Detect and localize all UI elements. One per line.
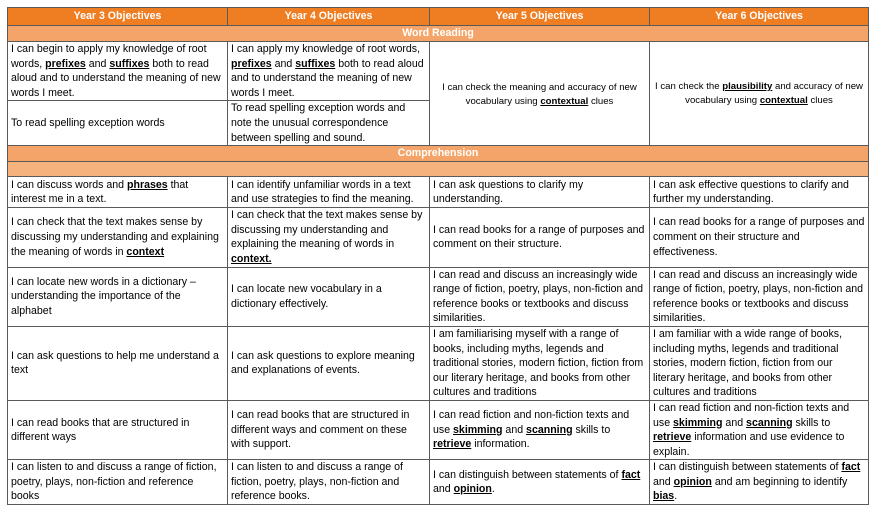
header-year-3: Year 3 Objectives (8, 8, 228, 26)
cell-y6-comprehension-6: I can distinguish between statements of fact and opinion and am beginning to identify bias. (650, 460, 869, 505)
cell-y5-comprehension-2: I can read books for a range of purposes and comment on their structure. (430, 208, 650, 267)
table-row (8, 400, 869, 459)
cell-y3-word-reading-2: To read spelling exception words (8, 101, 228, 146)
section-row-word-reading (8, 26, 869, 42)
cell-y6-comprehension-4: I am familiar with a wide range of books, including myths, legends and traditional stories, modern fiction, fiction from our literary heritage, and books from other cultures and traditions (650, 326, 869, 400)
table-row (8, 177, 869, 208)
header-row (8, 8, 869, 26)
section-band (8, 162, 869, 177)
cell-y6-comprehension-5: I can read fiction and non-fiction texts and use skimming and scanning skills to retrieve information and use evidence to explain. (650, 400, 869, 459)
cell-y4-word-reading-1: I can apply my knowledge of root words, prefixes and suffixes both to read aloud and to understand the meaning of new words I meet. (228, 42, 430, 101)
cell-y6-comprehension-3: I can read and discuss an increasingly wide range of fiction, poetry, plays, non-fiction and reference books or textbooks and discuss similarities. (650, 267, 869, 326)
cell-y4-comprehension-2: I can check that the text makes sense by discussing my understanding and explaining the meaning of words in context. (228, 208, 430, 267)
cell-y3-comprehension-1: I can discuss words and phrases that interest me in a text. (8, 177, 228, 208)
cell-y5-comprehension-1: I can ask questions to clarify my understanding. (430, 177, 650, 208)
header-year-5: Year 5 Objectives (430, 8, 650, 26)
section-band-row (8, 162, 869, 177)
table-row (8, 460, 869, 505)
header-year-4: Year 4 Objectives (228, 8, 430, 26)
table-row (8, 267, 869, 326)
table-row (8, 208, 869, 267)
cell-y4-comprehension-1: I can identify unfamiliar words in a text and use strategies to find the meaning. (228, 177, 430, 208)
cell-y5-word-reading: I can check the meaning and accuracy of new vocabulary using contextual clues (430, 42, 650, 146)
cell-y3-comprehension-4: I can ask questions to help me understand a text (8, 326, 228, 400)
cell-y5-comprehension-5: I can read fiction and non-fiction texts and use skimming and scanning skills to retrieve information. (430, 400, 650, 459)
header-year-6: Year 6 Objectives (650, 8, 869, 26)
cell-y3-comprehension-6: I can listen to and discuss a range of fiction, poetry, plays, non-fiction and reference books (8, 460, 228, 505)
cell-y3-word-reading-1: I can begin to apply my knowledge of root words, prefixes and suffixes both to read aloud and to understand the meaning of new words I meet. (8, 42, 228, 101)
table-row (8, 42, 869, 101)
cell-y4-comprehension-3: I can locate new vocabulary in a dictionary effectively. (228, 267, 430, 326)
objectives-table (7, 7, 869, 505)
cell-y4-comprehension-5: I can read books that are structured in different ways and comment on these with support. (228, 400, 430, 459)
cell-y4-comprehension-4: I can ask questions to explore meaning and explanations of events. (228, 326, 430, 400)
cell-y6-word-reading: I can check the plausibility and accuracy of new vocabulary using contextual clues (650, 42, 869, 146)
cell-y3-comprehension-2: I can check that the text makes sense by discussing my understanding and explaining the meaning of words in context (8, 208, 228, 267)
cell-y6-comprehension-2: I can read books for a range of purposes and comment on their structure and effectiveness. (650, 208, 869, 267)
table-row (8, 326, 869, 400)
cell-y5-comprehension-6: I can distinguish between statements of fact and opinion. (430, 460, 650, 505)
cell-y4-word-reading-2: To read spelling exception words and note the unusual correspondence between spelling and sound. (228, 101, 430, 146)
section-title-comprehension: Comprehension (8, 146, 869, 162)
cell-y3-comprehension-5: I can read books that are structured in different ways (8, 400, 228, 459)
section-title-word-reading: Word Reading (8, 26, 869, 42)
cell-y4-comprehension-6: I can listen to and discuss a range of fiction, poetry, plays, non-fiction and reference books. (228, 460, 430, 505)
cell-y5-comprehension-3: I can read and discuss an increasingly wide range of fiction, poetry, plays, non-fiction and reference books or textbooks and discuss similarities. (430, 267, 650, 326)
cell-y6-comprehension-1: I can ask effective questions to clarify and further my understanding. (650, 177, 869, 208)
cell-y3-comprehension-3: I can locate new words in a dictionary – understanding the importance of the alphabet (8, 267, 228, 326)
section-row-comprehension (8, 146, 869, 162)
cell-y5-comprehension-4: I am familiarising myself with a range of books, including myths, legends and traditional stories, modern fiction, fiction from our literary heritage, and books from other cultures and traditions (430, 326, 650, 400)
